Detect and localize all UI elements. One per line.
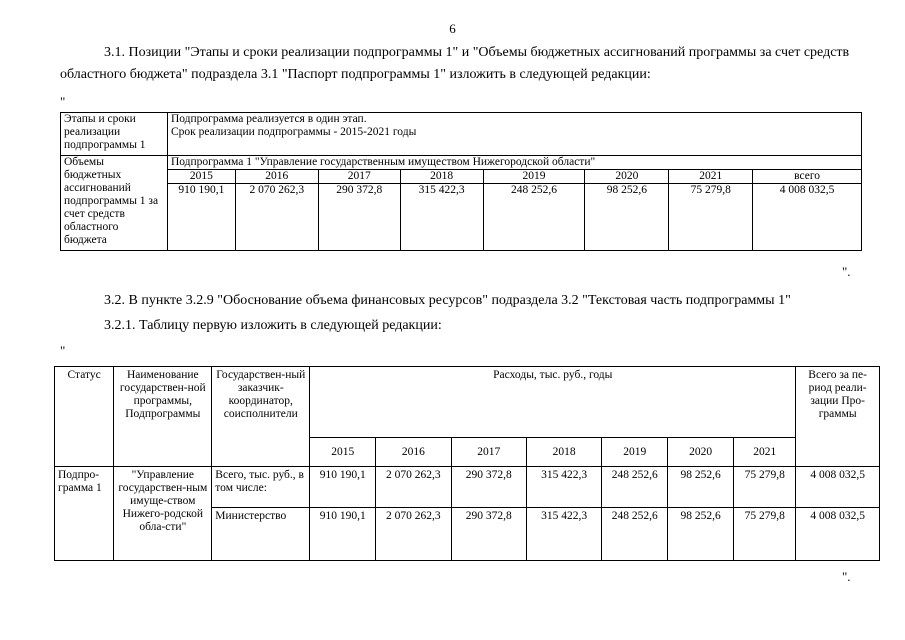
value-cell: 75 279,8 [669,184,753,251]
stages-text [167,113,861,156]
value-cell: 75 279,8 [734,508,796,561]
year-cell: 2016 [235,170,318,184]
volumes-years-row [61,170,862,184]
value-cell: 248 252,6 [602,508,668,561]
stages-line-2: Срок реализации подпрограммы - 2015-2021 годы [170,126,417,138]
value-cell: 910 190,1 [310,508,376,561]
volumes-title: Подпрограмма 1 "Управление государственным имуществом Нижегородской области" [167,156,861,170]
value-cell: 2 070 262,3 [376,508,451,561]
value-cell: 4 008 032,5 [796,508,880,561]
year-cell: 2018 [400,170,483,184]
ministry-label-cell: Министерство [212,508,310,561]
total-label-cell: Всего, тыс. руб., в том числе: [212,467,310,508]
value-cell: 248 252,6 [483,184,585,251]
value-cell: 248 252,6 [602,467,668,508]
value-cell: 2 070 262,3 [376,467,451,508]
value-cell: 2 070 262,3 [235,184,318,251]
year-cell: 2015 [310,438,376,467]
section1-paragraph: 3.1. Позиции "Этапы и сроки реализации подпрограммы 1" и "Объемы бюджетных ассигнований программы за счет средств областного бюджета" подраздела 3.1 "Паспорт подпрограммы 1" изложить в следующей редакции: [60,45,850,82]
section2-paragraph-2: 3.2.1. Таблицу первую изложить в следующей редакции: [104,318,442,333]
header-status: Статус [55,367,114,467]
year-cell: 2015 [167,170,235,184]
value-cell: 75 279,8 [734,467,796,508]
year-cell: 2018 [526,438,601,467]
volumes-title-row [61,156,862,170]
program-name-cell: "Управление государствен-ным имуще-ством Нижего-родской обла-сти" [114,467,212,561]
value-cell: 910 190,1 [167,184,235,251]
year-cell: всего [753,170,862,184]
header-total: Всего за пе-риод реали-зации Про-граммы [796,367,880,467]
expenses-header-row [55,367,880,438]
value-cell: 315 422,3 [400,184,483,251]
year-cell: 2021 [734,438,796,467]
year-cell: 2017 [318,170,400,184]
value-cell: 98 252,6 [668,508,734,561]
stages-label: Этапы и сроки реализации подпрограммы 1 [61,113,168,156]
status-cell: Подпро-грамма 1 [55,467,114,561]
section2-paragraph-1: 3.2. В пункте 3.2.9 "Обоснование объема финансовых ресурсов" подраздела 3.2 "Текстовая часть подпрограммы 1" [104,293,791,308]
table2-close-quote: ". [842,569,851,584]
year-cell: 2021 [669,170,753,184]
header-name: Наименование государствен-ной программы, Подпрограммы [114,367,212,467]
value-cell: 4 008 032,5 [796,467,880,508]
year-cell: 2019 [483,170,585,184]
year-cell: 2020 [668,438,734,467]
value-cell: 290 372,8 [451,467,526,508]
volumes-label: Объемы бюджетных ассигнований подпрограммы 1 за счет средств областного бюджета [61,156,168,251]
value-cell: 290 372,8 [451,508,526,561]
value-cell: 290 372,8 [318,184,400,251]
value-cell: 315 422,3 [526,467,601,508]
header-customer: Государствен-ный заказчик-координатор, соисполнители [212,367,310,467]
header-expenses: Расходы, тыс. руб., годы [310,367,796,438]
passport-table [60,112,862,251]
value-cell: 98 252,6 [585,184,669,251]
table2-open-quote: " [60,343,66,358]
stages-line-1: Подпрограмма реализуется в один этап. [170,113,367,125]
value-cell: 910 190,1 [310,467,376,508]
stages-row [61,113,862,156]
year-cell: 2017 [451,438,526,467]
table1-open-quote: " [60,94,66,109]
year-cell: 2020 [585,170,669,184]
volumes-values-row [61,184,862,251]
year-cell: 2016 [376,438,451,467]
page-number: 6 [449,21,456,36]
value-cell: 4 008 032,5 [753,184,862,251]
expenses-total-row [55,467,880,508]
expenses-table [54,366,880,561]
table1-close-quote: ". [842,264,851,279]
value-cell: 315 422,3 [526,508,601,561]
year-cell: 2019 [602,438,668,467]
value-cell: 98 252,6 [668,467,734,508]
